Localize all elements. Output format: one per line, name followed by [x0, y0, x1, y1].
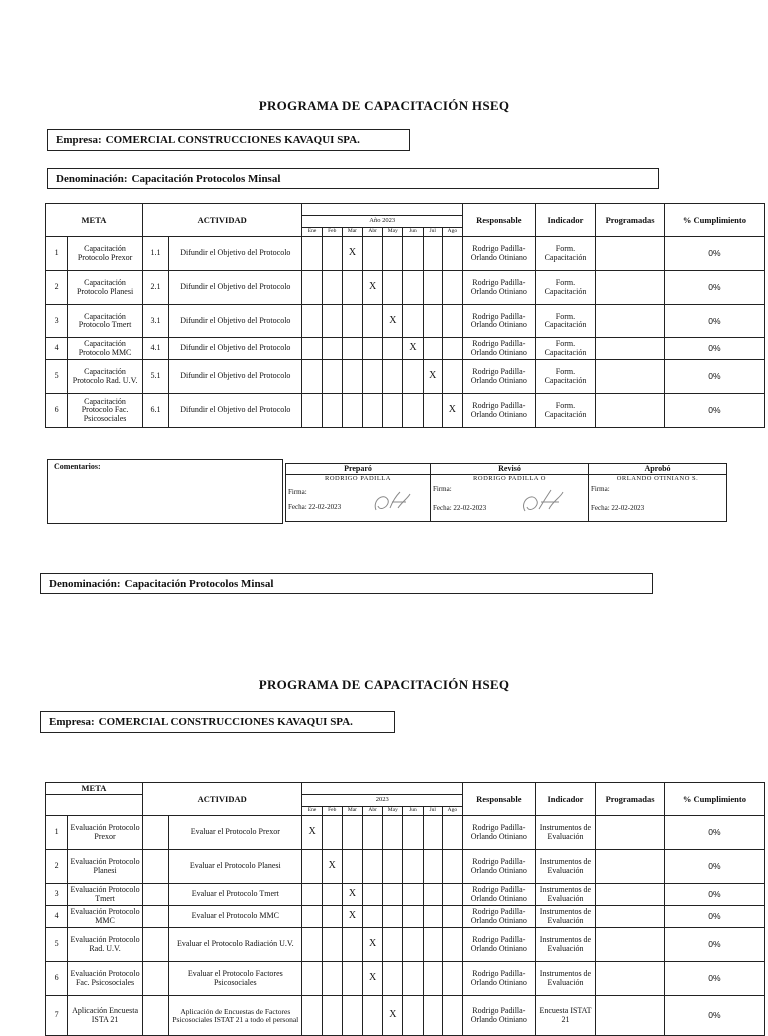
header-programadas: Programadas — [596, 204, 665, 237]
sign-cell-approved — [589, 475, 727, 522]
sign-header-reviewed: Revisó — [431, 464, 589, 475]
month-mark-ago — [442, 338, 462, 360]
month-mark-ago — [442, 928, 462, 962]
month-mark-ago — [442, 271, 462, 305]
month-mark-ago — [442, 884, 462, 906]
row-number: 6 — [46, 394, 68, 428]
month-mark-feb — [322, 816, 342, 850]
header-actividad-2: ACTIVIDAD — [142, 783, 302, 816]
month-mark-feb — [322, 906, 342, 928]
responsable-cell: Rodrigo Padilla- Orlando Otiniano — [462, 884, 535, 906]
t2-month-ago: Ago — [442, 807, 462, 816]
month-mark-abr — [363, 237, 383, 271]
meta-cell: Evaluación Protocolo Prexor — [68, 816, 143, 850]
month-mark-mar — [342, 850, 362, 884]
sign-cell-prepared — [286, 475, 431, 522]
page2-title: PROGRAMA DE CAPACITACIÓN HSEQ — [258, 677, 510, 692]
indicador-cell: Form. Capacitación — [535, 237, 596, 271]
indicador-cell: Form. Capacitación — [535, 305, 596, 338]
meta-cell: Capacitación Protocolo Fac. Psicosociales — [68, 394, 143, 428]
month-mark-ene — [302, 237, 322, 271]
header-responsable: Responsable — [462, 204, 535, 237]
responsable-cell: Rodrigo Padilla- Orlando Otiniano — [462, 928, 535, 962]
responsable-cell: Rodrigo Padilla- Orlando Otiniano — [462, 816, 535, 850]
month-mark-mar — [342, 816, 362, 850]
month-mark-may — [383, 338, 403, 360]
month-mark-mar — [342, 271, 362, 305]
training-table-2 — [45, 782, 765, 1036]
indicador-cell: Instrumentos de Evaluación — [535, 906, 596, 928]
actividad-cell: Difundir el Objetivo del Protocolo — [169, 305, 302, 338]
month-mark-may — [383, 360, 403, 394]
header-indicador: Indicador — [535, 204, 596, 237]
month-mark-abr: X — [363, 928, 383, 962]
month-mark-abr: X — [363, 271, 383, 305]
month-mark-ago — [442, 237, 462, 271]
row-number: 4 — [46, 338, 68, 360]
meta-cell: Evaluación Protocolo MMC — [68, 906, 143, 928]
month-mark-abr — [363, 906, 383, 928]
table-row — [46, 996, 765, 1036]
responsable-cell: Rodrigo Padilla- Orlando Otiniano — [462, 996, 535, 1036]
meta-cell: Evaluación Protocolo Rad. U.V. — [68, 928, 143, 962]
indicador-cell: Instrumentos de Evaluación — [535, 850, 596, 884]
month-mark-ene — [302, 928, 322, 962]
denominacion-box-1 — [47, 168, 659, 189]
month-mark-abr — [363, 394, 383, 428]
activity-code: 5.1 — [142, 360, 168, 394]
month-mark-ago — [442, 906, 462, 928]
header-meta: META — [46, 204, 143, 237]
row-number: 1 — [46, 816, 68, 850]
cumplimiento-cell: 0% — [664, 271, 764, 305]
responsable-cell: Rodrigo Padilla- Orlando Otiniano — [462, 850, 535, 884]
programadas-cell — [596, 884, 665, 906]
sign-fecha-reviewed: Fecha: 22-02-2023 — [433, 504, 487, 512]
t1-month-mar: Mar — [342, 228, 362, 237]
month-mark-ene — [302, 850, 322, 884]
programadas-cell — [596, 237, 665, 271]
indicador-cell: Instrumentos de Evaluación — [535, 816, 596, 850]
row-number: 2 — [46, 850, 68, 884]
table-row — [46, 338, 765, 360]
month-mark-ene — [302, 996, 322, 1036]
month-mark-jun — [403, 816, 423, 850]
programadas-cell — [596, 271, 665, 305]
row-number: 6 — [46, 962, 68, 996]
empresa-label: Empresa: — [56, 134, 102, 146]
meta-cell: Capacitación Protocolo Tmert — [68, 305, 143, 338]
sign-firma-prepared: Firma: — [288, 488, 307, 496]
month-mark-may — [383, 906, 403, 928]
month-mark-ago — [442, 816, 462, 850]
month-mark-abr — [363, 338, 383, 360]
table-row — [46, 962, 765, 996]
month-mark-abr — [363, 305, 383, 338]
page1-title: PROGRAMA DE CAPACITACIÓN HSEQ — [258, 98, 510, 113]
month-mark-may — [383, 271, 403, 305]
responsable-cell: Rodrigo Padilla- Orlando Otiniano — [462, 305, 535, 338]
month-mark-jun — [403, 996, 423, 1036]
month-mark-abr — [363, 850, 383, 884]
indicador-cell: Instrumentos de Evaluación — [535, 928, 596, 962]
month-mark-jun: X — [403, 338, 423, 360]
table-row — [46, 271, 765, 305]
indicador-cell: Instrumentos de Evaluación — [535, 884, 596, 906]
indicador-cell: Form. Capacitación — [535, 394, 596, 428]
month-mark-may — [383, 237, 403, 271]
comentarios-label: Comentarios: — [54, 462, 101, 471]
cumplimiento-cell: 0% — [664, 928, 764, 962]
row-number: 3 — [46, 884, 68, 906]
month-mark-jun — [403, 271, 423, 305]
actividad-cell: Evaluar el Protocolo MMC — [169, 906, 302, 928]
cumplimiento-cell: 0% — [664, 996, 764, 1036]
t2-month-ene: Ene — [302, 807, 322, 816]
indicador-cell: Encuesta ISTAT 21 — [535, 996, 596, 1036]
programadas-cell — [596, 996, 665, 1036]
programadas-cell — [596, 906, 665, 928]
responsable-cell: Rodrigo Padilla- Orlando Otiniano — [462, 360, 535, 394]
month-mark-abr — [363, 360, 383, 394]
sign-fecha-approved: Fecha: 22-02-2023 — [591, 504, 645, 512]
month-mark-feb — [322, 928, 342, 962]
month-mark-jun — [403, 928, 423, 962]
month-mark-ago — [442, 360, 462, 394]
month-mark-jul — [423, 850, 442, 884]
indicador-cell: Form. Capacitación — [535, 360, 596, 394]
actividad-cell: Evaluar el Protocolo Factores Psicosociales — [169, 962, 302, 996]
responsable-cell: Rodrigo Padilla- Orlando Otiniano — [462, 962, 535, 996]
month-mark-may — [383, 928, 403, 962]
month-mark-abr — [363, 816, 383, 850]
table-row — [46, 906, 765, 928]
denominacion-value: Capacitación Protocolos Minsal — [131, 172, 281, 185]
table-row — [46, 237, 765, 271]
month-mark-jun — [403, 962, 423, 996]
denominacion-label: Denominación: — [56, 172, 128, 185]
programadas-cell — [596, 816, 665, 850]
handwritten-signature-prepared — [370, 488, 414, 516]
cumplimiento-cell: 0% — [664, 237, 764, 271]
t2-month-feb: Feb — [322, 807, 342, 816]
month-mark-ago — [442, 305, 462, 338]
activity-code: 2.1 — [142, 271, 168, 305]
month-mark-ago — [442, 996, 462, 1036]
month-mark-ene — [302, 884, 322, 906]
indicador-cell: Form. Capacitación — [535, 271, 596, 305]
month-mark-jul — [423, 884, 442, 906]
cumplimiento-cell: 0% — [664, 305, 764, 338]
table-row — [46, 305, 765, 338]
actividad-cell: Evaluar el Protocolo Tmert — [169, 884, 302, 906]
responsable-cell: Rodrigo Padilla- Orlando Otiniano — [462, 394, 535, 428]
t2-month-mar: Mar — [342, 807, 362, 816]
header-programadas-2: Programadas — [596, 783, 665, 816]
month-mark-jul — [423, 816, 442, 850]
month-mark-mar — [342, 928, 362, 962]
actividad-cell: Aplicación de Encuestas de Factores Psicosociales ISTAT 21 a todo el personal — [169, 996, 302, 1036]
month-mark-mar — [342, 360, 362, 394]
month-mark-mar — [342, 305, 362, 338]
row-number: 3 — [46, 305, 68, 338]
month-mark-ene — [302, 338, 322, 360]
header-responsable-2: Responsable — [462, 783, 535, 816]
month-mark-mar — [342, 394, 362, 428]
month-mark-ago: X — [442, 394, 462, 428]
cumplimiento-cell: 0% — [664, 884, 764, 906]
month-mark-ene — [302, 962, 322, 996]
month-mark-jun — [403, 906, 423, 928]
meta-cell: Capacitación Protocolo MMC — [68, 338, 143, 360]
month-mark-jul — [423, 338, 442, 360]
month-mark-jul: X — [423, 360, 442, 394]
row-number: 7 — [46, 996, 68, 1036]
header-actividad: ACTIVIDAD — [142, 204, 302, 237]
programadas-cell — [596, 928, 665, 962]
month-mark-ene — [302, 394, 322, 428]
cumplimiento-cell: 0% — [664, 962, 764, 996]
month-mark-mar — [342, 996, 362, 1036]
sign-firma-reviewed: Firma: — [433, 485, 452, 493]
actividad-cell: Difundir el Objetivo del Protocolo — [169, 237, 302, 271]
month-mark-feb — [322, 338, 342, 360]
month-mark-mar — [342, 338, 362, 360]
sign-name-reviewed: RODRIGO PADILLA O — [473, 475, 546, 482]
t1-month-feb: Feb — [322, 228, 342, 237]
row-number: 5 — [46, 360, 68, 394]
responsable-cell: Rodrigo Padilla- Orlando Otiniano — [462, 271, 535, 305]
month-mark-jul — [423, 996, 442, 1036]
table-row — [46, 360, 765, 394]
actividad-cell: Difundir el Objetivo del Protocolo — [169, 271, 302, 305]
month-mark-may: X — [383, 996, 403, 1036]
cumplimiento-cell: 0% — [664, 394, 764, 428]
month-mark-feb — [322, 394, 342, 428]
month-mark-feb — [322, 237, 342, 271]
actividad-cell: Evaluar el Protocolo Radiación U.V. — [169, 928, 302, 962]
month-mark-abr — [363, 884, 383, 906]
month-mark-jun — [403, 884, 423, 906]
month-mark-may: X — [383, 305, 403, 338]
cumplimiento-cell: 0% — [664, 338, 764, 360]
meta-cell: Capacitación Protocolo Planesi — [68, 271, 143, 305]
month-mark-jul — [423, 394, 442, 428]
month-mark-ene — [302, 271, 322, 305]
training-table-1 — [45, 203, 765, 428]
activity-code: 1.1 — [142, 237, 168, 271]
activity-code — [142, 996, 168, 1036]
month-mark-may — [383, 884, 403, 906]
row-number: 2 — [46, 271, 68, 305]
t1-month-jul: Jul — [423, 228, 442, 237]
month-mark-ene — [302, 305, 322, 338]
signature-table — [285, 463, 727, 522]
responsable-cell: Rodrigo Padilla- Orlando Otiniano — [462, 338, 535, 360]
month-mark-jul — [423, 928, 442, 962]
t1-month-abr: Abr — [363, 228, 383, 237]
row-number: 4 — [46, 906, 68, 928]
month-mark-jul — [423, 237, 442, 271]
indicador-cell: Form. Capacitación — [535, 338, 596, 360]
activity-code: 6.1 — [142, 394, 168, 428]
cumplimiento-cell: 0% — [664, 816, 764, 850]
t1-month-ago: Ago — [442, 228, 462, 237]
actividad-cell: Evaluar el Protocolo Prexor — [169, 816, 302, 850]
indicador-cell: Instrumentos de Evaluación — [535, 962, 596, 996]
header-indicador-2: Indicador — [535, 783, 596, 816]
month-mark-jun — [403, 850, 423, 884]
month-mark-ene — [302, 360, 322, 394]
programadas-cell — [596, 360, 665, 394]
meta-cell: Capacitación Protocolo Rad. U.V. — [68, 360, 143, 394]
meta-cell: Evaluación Protocolo Fac. Psicosociales — [68, 962, 143, 996]
month-mark-ago — [442, 962, 462, 996]
t2-month-jul: Jul — [423, 807, 442, 816]
header-year-2: 2023 — [302, 795, 462, 807]
activity-code — [142, 850, 168, 884]
row-number: 1 — [46, 237, 68, 271]
month-mark-feb — [322, 996, 342, 1036]
programadas-cell — [596, 305, 665, 338]
activity-code — [142, 962, 168, 996]
t2-month-may: May — [383, 807, 403, 816]
table-row — [46, 394, 765, 428]
month-mark-jul — [423, 271, 442, 305]
denominacion-label-2: Denominación: — [49, 577, 121, 590]
month-mark-jul — [423, 962, 442, 996]
programadas-cell — [596, 850, 665, 884]
month-mark-abr — [363, 996, 383, 1036]
table-row — [46, 816, 765, 850]
responsable-cell: Rodrigo Padilla- Orlando Otiniano — [462, 906, 535, 928]
denominacion-box-2 — [40, 573, 653, 594]
cumplimiento-cell: 0% — [664, 360, 764, 394]
empresa-box-1 — [47, 129, 410, 151]
sign-firma-approved: Firma: — [591, 485, 610, 493]
table-row — [46, 850, 765, 884]
month-mark-mar: X — [342, 237, 362, 271]
meta-cell: Evaluación Protocolo Tmert — [68, 884, 143, 906]
empresa-box-2 — [40, 711, 395, 733]
actividad-cell: Difundir el Objetivo del Protocolo — [169, 338, 302, 360]
activity-code: 4.1 — [142, 338, 168, 360]
activity-code — [142, 884, 168, 906]
sign-fecha-prepared: Fecha: 22-02-2023 — [288, 503, 342, 511]
empresa-label-2: Empresa: — [49, 716, 95, 728]
programadas-cell — [596, 338, 665, 360]
activity-code — [142, 906, 168, 928]
empresa-value-2: COMERCIAL CONSTRUCCIONES KAVAQUI SPA. — [98, 716, 353, 728]
empresa-value: COMERCIAL CONSTRUCCIONES KAVAQUI SPA. — [105, 134, 360, 146]
table-row — [46, 928, 765, 962]
month-mark-ago — [442, 850, 462, 884]
t2-month-jun: Jun — [403, 807, 423, 816]
month-mark-jun — [403, 305, 423, 338]
meta-cell: Aplicación Encuesta ISTA 21 — [68, 996, 143, 1036]
programadas-cell — [596, 394, 665, 428]
comentarios-box — [47, 459, 283, 524]
actividad-cell: Difundir el Objetivo del Protocolo — [169, 394, 302, 428]
month-mark-may — [383, 394, 403, 428]
month-mark-ene — [302, 906, 322, 928]
month-mark-abr: X — [363, 962, 383, 996]
month-mark-feb — [322, 271, 342, 305]
table-row — [46, 884, 765, 906]
activity-code: 3.1 — [142, 305, 168, 338]
month-mark-mar: X — [342, 884, 362, 906]
t2-month-abr: Abr — [363, 807, 383, 816]
t1-month-ene: Ene — [302, 228, 322, 237]
meta-cell: Capacitación Protocolo Prexor — [68, 237, 143, 271]
header-cumplimiento: % Cumplimiento — [664, 204, 764, 237]
month-mark-mar — [342, 962, 362, 996]
denominacion-value-2: Capacitación Protocolos Minsal — [124, 577, 274, 590]
month-mark-feb — [322, 884, 342, 906]
month-mark-jul — [423, 305, 442, 338]
row-number: 5 — [46, 928, 68, 962]
header-cumplimiento-2: % Cumplimiento — [664, 783, 764, 816]
header-meta-2: META — [46, 783, 143, 795]
month-mark-mar: X — [342, 906, 362, 928]
month-mark-jun — [403, 394, 423, 428]
month-mark-jun — [403, 360, 423, 394]
month-mark-may — [383, 816, 403, 850]
month-mark-feb — [322, 962, 342, 996]
actividad-cell: Difundir el Objetivo del Protocolo — [169, 360, 302, 394]
sign-header-approved: Aprobó — [589, 464, 727, 475]
month-mark-jun — [403, 237, 423, 271]
month-mark-may — [383, 850, 403, 884]
t1-month-may: May — [383, 228, 403, 237]
month-mark-may — [383, 962, 403, 996]
sign-name-approved: ORLANDO OTINIANO S. — [616, 475, 699, 482]
month-mark-feb — [322, 360, 342, 394]
cumplimiento-cell: 0% — [664, 906, 764, 928]
t1-month-jun: Jun — [403, 228, 423, 237]
actividad-cell: Evaluar el Protocolo Planesi — [169, 850, 302, 884]
programadas-cell — [596, 962, 665, 996]
month-mark-feb — [322, 305, 342, 338]
meta-cell: Evaluación Protocolo Planesi — [68, 850, 143, 884]
header-year: Año 2023 — [302, 216, 462, 228]
sign-cell-reviewed — [431, 475, 589, 522]
responsable-cell: Rodrigo Padilla- Orlando Otiniano — [462, 237, 535, 271]
month-mark-jul — [423, 906, 442, 928]
activity-code — [142, 928, 168, 962]
month-mark-feb: X — [322, 850, 342, 884]
handwritten-signature-reviewed — [517, 487, 569, 517]
cumplimiento-cell: 0% — [664, 850, 764, 884]
month-mark-ene: X — [302, 816, 322, 850]
sign-name-prepared: RODRIGO PADILLA — [325, 475, 391, 482]
activity-code — [142, 816, 168, 850]
sign-header-prepared: Preparó — [286, 464, 431, 475]
